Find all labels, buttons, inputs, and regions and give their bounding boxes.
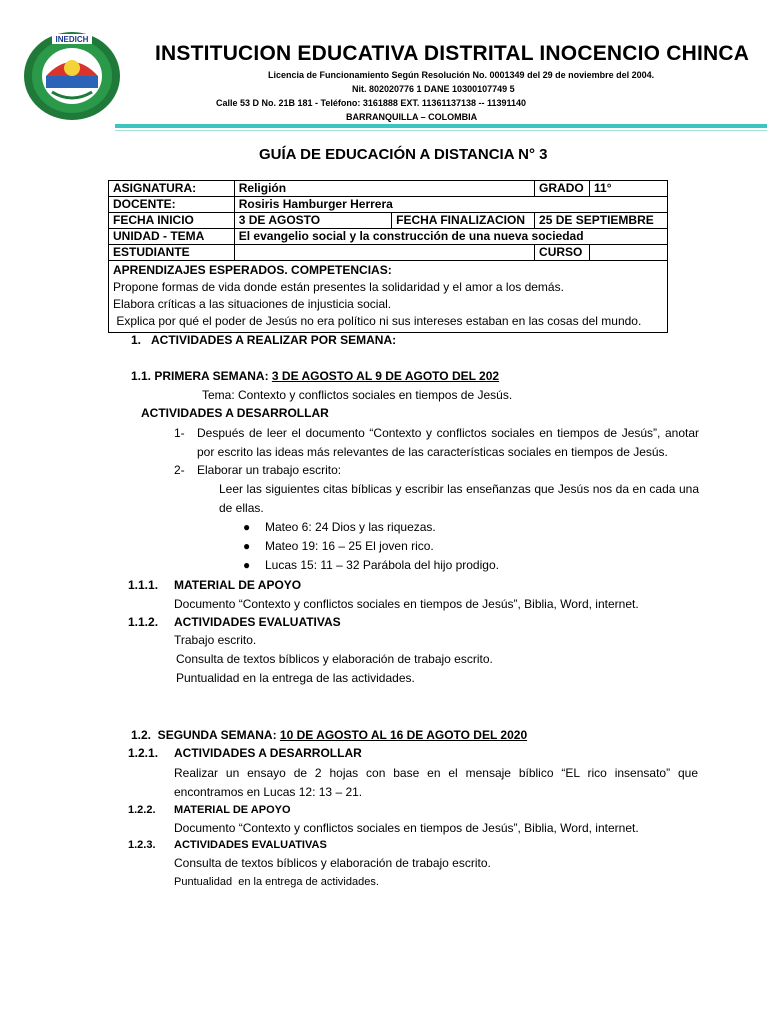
sub-1-2-1-title: ACTIVIDADES A DESARROLLAR xyxy=(174,746,362,760)
curso-value xyxy=(590,245,668,261)
evaluation-line: Puntualidad en la entrega de las actividades. xyxy=(176,671,415,685)
sub-1-1-2-title: ACTIVIDADES EVALUATIVAS xyxy=(174,615,341,629)
logo-text: INEDICH xyxy=(55,35,89,44)
docente-label: DOCENTE: xyxy=(109,197,235,213)
header-divider-thin xyxy=(115,130,767,131)
nit-line: Nit. 802020776 1 DANE 10300107749 5 xyxy=(352,84,515,94)
week-2-dates: 10 DE AGOSTO AL 16 DE AGOTO DEL 2020 xyxy=(279,728,528,742)
table-row xyxy=(109,261,668,333)
week-1-dates: 3 DE AGOSTO AL 9 DE AGOTO DEL 202 xyxy=(271,369,500,383)
sub-1-1-1-text: Documento “Contexto y conflictos sociales en tiempos de Jesús”, Biblia, Word, internet. xyxy=(174,597,639,611)
week-1-prefix: 1.1. PRIMERA SEMANA: xyxy=(131,369,272,383)
bullet-item: Mateo 19: 16 – 25 El joven rico. xyxy=(265,539,434,553)
table-row xyxy=(109,181,668,197)
competencia-item: Explica por qué el poder de Jesús no era político ni sus intereses estaban en las cosas del mundo. xyxy=(113,314,642,328)
week-1-activities-title: ACTIVIDADES A DESARROLLAR xyxy=(141,406,329,420)
week-1-tema: Tema: Contexto y conflictos sociales en tiempos de Jesús. xyxy=(202,388,513,402)
competencias-title: APRENDIZAJES ESPERADOS. COMPETENCIAS: xyxy=(113,263,392,277)
guide-title: GUÍA DE EDUCACIÓN A DISTANCIA N° 3 xyxy=(259,146,548,163)
sub-1-2-1-text: Realizar un ensayo de 2 hojas con base en el mensaje bíblico “EL rico insensato” que encontramos en Lucas 12: 13 – 21. xyxy=(174,766,698,799)
institution-name: INSTITUCION EDUCATIVA DISTRITAL INOCENCIO CHINCA xyxy=(155,42,750,65)
fecha-fin-label: FECHA FINALIZACION xyxy=(392,213,535,229)
week-1-heading xyxy=(131,369,499,383)
competencia-item: Elabora críticas a las situaciones de injusticia social. xyxy=(113,297,392,311)
fecha-inicio-value: 3 DE AGOSTO xyxy=(234,213,391,229)
bullet-item: Mateo 6: 24 Dios y las riquezas. xyxy=(265,520,436,534)
competencia-item: Propone formas de vida donde están presentes la solidaridad y el amor a los demás. xyxy=(113,280,564,294)
bullet-icon: ● xyxy=(243,539,251,553)
evaluation-line: Consulta de textos bíblicos y elaboración de trabajo escrito. xyxy=(174,856,491,870)
evaluation-line: Consulta de textos bíblicos y elaboración de trabajo escrito. xyxy=(176,652,493,666)
item-1-number: 1- xyxy=(174,426,185,440)
fecha-inicio-label: FECHA INICIO xyxy=(109,213,235,229)
sub-1-2-3-number: 1.2.3. xyxy=(128,839,156,851)
sub-1-2-2-text: Documento “Contexto y conflictos sociales en tiempos de Jesús”, Biblia, Word, internet. xyxy=(174,821,639,835)
sub-1-2-3-title: ACTIVIDADES EVALUATIVAS xyxy=(174,839,327,851)
grado-label: GRADO xyxy=(535,181,590,197)
item-1-text: Después de leer el documento “Contexto y conflictos sociales en tiempos de Jesús”, anotar por escrito las ideas más relevantes de las características sociales en tiempos de Jesús. xyxy=(197,426,699,459)
asignatura-value: Religión xyxy=(234,181,534,197)
competencias-cell xyxy=(109,261,668,333)
table-row xyxy=(109,245,668,261)
unidad-value: El evangelio social y la construcción de una nueva sociedad xyxy=(234,229,667,245)
sub-1-2-2-number: 1.2.2. xyxy=(128,804,156,816)
evaluation-line: Trabajo escrito. xyxy=(174,633,257,647)
bullet-item: Lucas 15: 11 – 32 Parábola del hijo prodigo. xyxy=(265,558,499,572)
sub-1-1-2-number: 1.1.2. xyxy=(128,615,159,629)
evaluation-line: Puntualidad en la entrega de actividades. xyxy=(174,876,379,888)
header-divider xyxy=(115,124,767,128)
asignatura-label: ASIGNATURA: xyxy=(109,181,235,197)
fecha-fin-value: 25 DE SEPTIEMBRE xyxy=(535,213,668,229)
sub-1-2-2-title: MATERIAL DE APOYO xyxy=(174,804,291,816)
curso-label: CURSO xyxy=(535,245,590,261)
week-2-heading xyxy=(131,728,527,742)
bullet-icon: ● xyxy=(243,558,251,572)
sub-1-1-1-number: 1.1.1. xyxy=(128,578,159,592)
estudiante-label: ESTUDIANTE xyxy=(109,245,235,261)
section-1-number: 1. xyxy=(131,333,142,347)
item-2-subtext: Leer las siguientes citas bíblicas y escribir las enseñanzas que Jesús nos da en cada una de ellas. xyxy=(219,482,699,515)
school-logo xyxy=(22,30,122,122)
address-line: Calle 53 D No. 21B 181 - Teléfono: 3161888 EXT. 11361137138 -- 11391140 xyxy=(216,98,527,108)
section-1-title: ACTIVIDADES A REALIZAR POR SEMANA: xyxy=(151,333,397,347)
sub-1-2-1-number: 1.2.1. xyxy=(128,746,159,760)
item-2-text: Elaborar un trabajo escrito: xyxy=(197,463,342,477)
info-table xyxy=(108,180,668,333)
license-line: Licencia de Funcionamiento Según Resolución No. 0001349 del 29 de noviembre del 2004. xyxy=(268,70,655,80)
week-2-prefix: 1.2. SEGUNDA SEMANA: xyxy=(131,728,280,742)
city-line: BARRANQUILLA – COLOMBIA xyxy=(346,112,478,122)
sub-1-1-1-title: MATERIAL DE APOYO xyxy=(174,578,302,592)
estudiante-value xyxy=(234,245,534,261)
docente-value: Rosiris Hamburger Herrera xyxy=(234,197,667,213)
table-row xyxy=(109,213,668,229)
grado-value: 11° xyxy=(590,181,668,197)
unidad-label: UNIDAD - TEMA xyxy=(109,229,235,245)
table-row xyxy=(109,229,668,245)
table-row xyxy=(109,197,668,213)
bullet-icon: ● xyxy=(243,520,251,534)
item-2-number: 2- xyxy=(174,463,185,477)
